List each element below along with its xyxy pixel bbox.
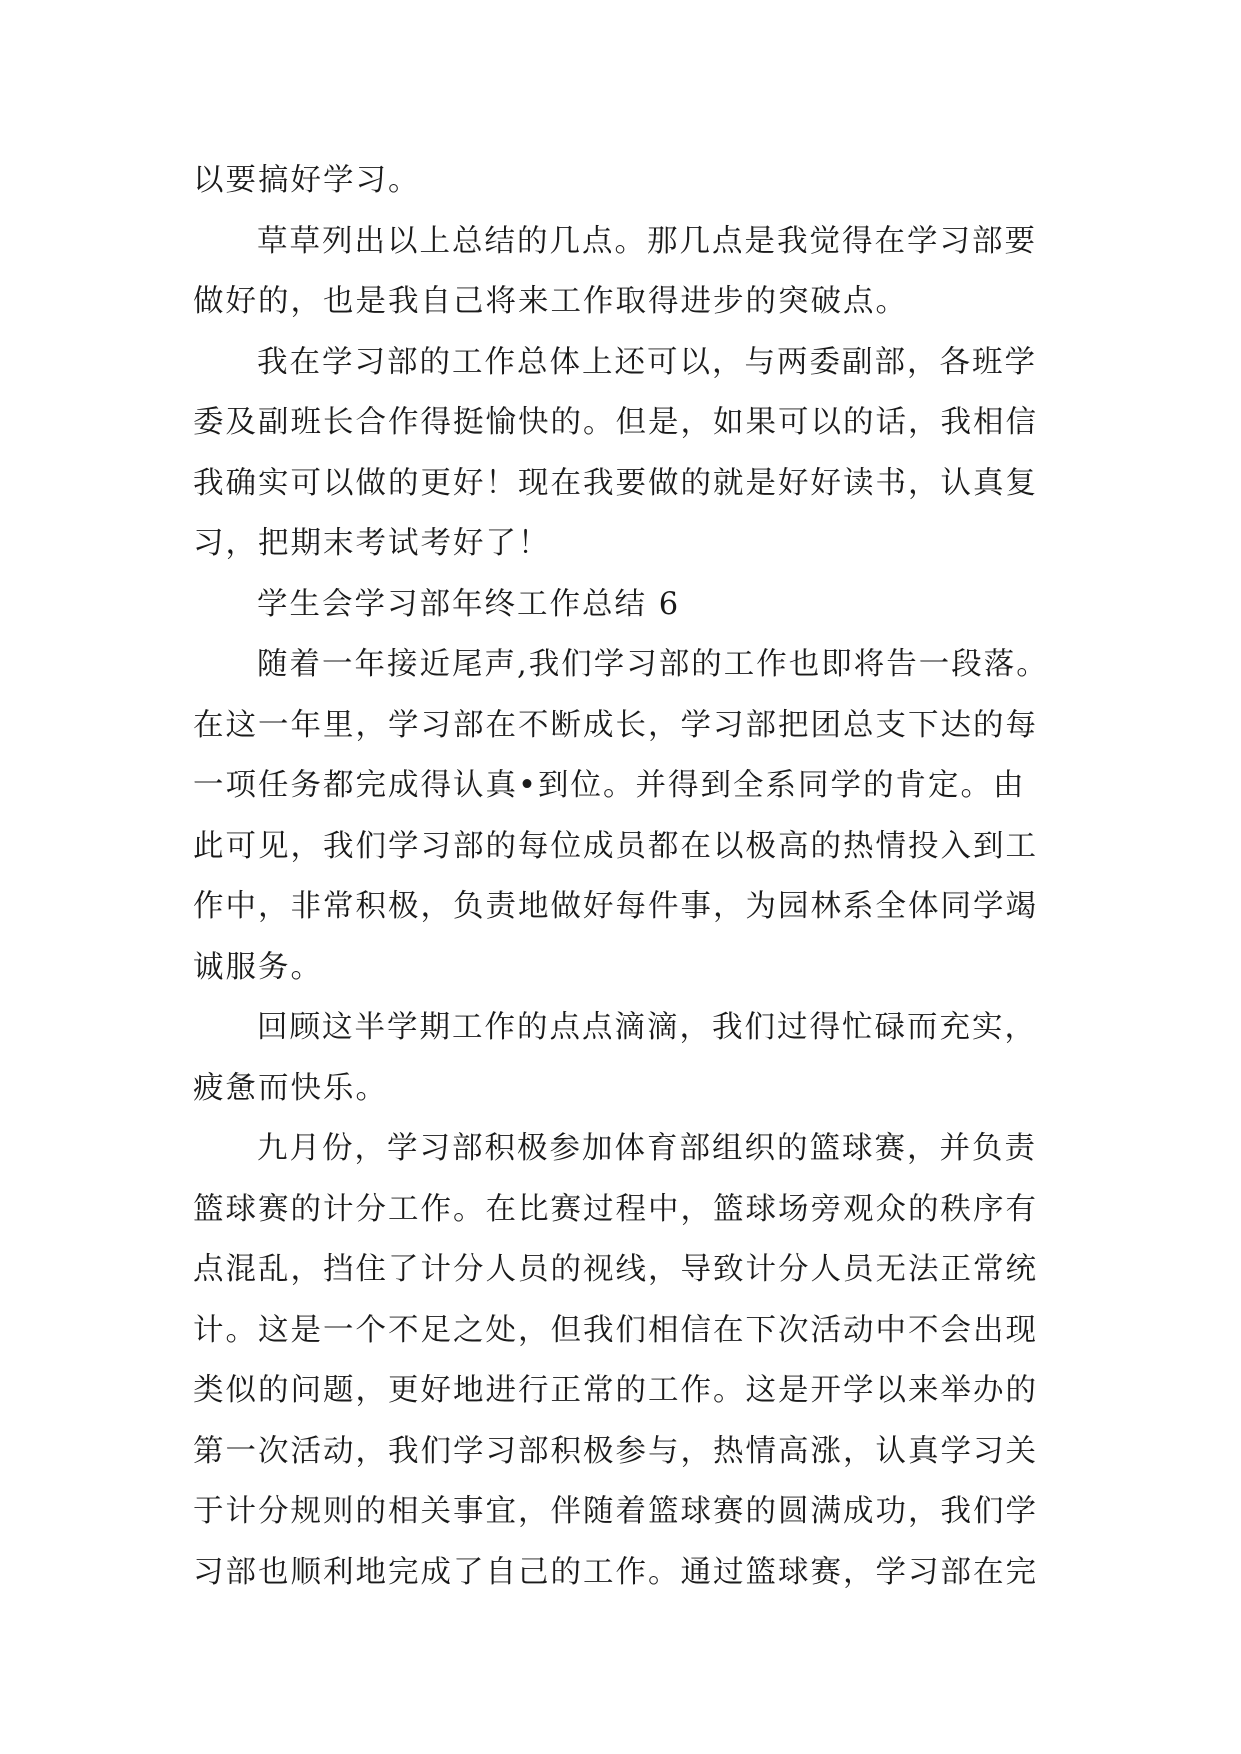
- paragraph-3: 我在学习部的工作总体上还可以，与两委副部，各班学委及副班长合作得挺愉快的。但是，如果可以的话，我相信我确实可以做的更好！现在我要做的就是好好读书，认真复习，把期末考试考好了！: [193, 344, 1038, 561]
- paragraph-5: 回顾这半学期工作的点点滴滴，我们过得忙碌而充实，疲惫而快乐。: [193, 1010, 1037, 1106]
- document-body: [193, 151, 1055, 1603]
- paragraph-1: 以要搞好学习。: [193, 163, 421, 198]
- paragraph-2: 草草列出以上总结的几点。那几点是我觉得在学习部要做好的，也是我自己将来工作取得进步的突破点。: [193, 223, 1037, 319]
- section-heading: 学生会学习部年终工作总结 6: [257, 586, 681, 622]
- paragraph-4: 随着一年接近尾声,我们学习部的工作也即将告一段落。在这一年里，学习部在不断成长，学习部把团总支下达的每一项任务都完成得认真•到位。并得到全系同学的肯定。由此可见，我们学习部的每位成员都在以极高的热情投入到工作中，非常积极，负责地做好每件事，为园林系全体同学竭诚服务。: [193, 647, 1049, 985]
- paragraph-6: 九月份，学习部积极参加体育部组织的篮球赛，并负责篮球赛的计分工作。在比赛过程中，篮球场旁观众的秩序有点混乱，挡住了计分人员的视线，导致计分人员无法正常统计。这是一个不足之处，但我们相信在下次活动中不会出现类似的问题，更好地进行正常的工作。这是开学以来举办的第一次活动，我们学习部积极参与，热情高涨，认真学习关于计分规则的相关事宜，伴随着篮球赛的圆满成功，我们学习部也顺利地完成了自己的工作。通过篮球赛，学习部在完: [193, 1131, 1038, 1590]
